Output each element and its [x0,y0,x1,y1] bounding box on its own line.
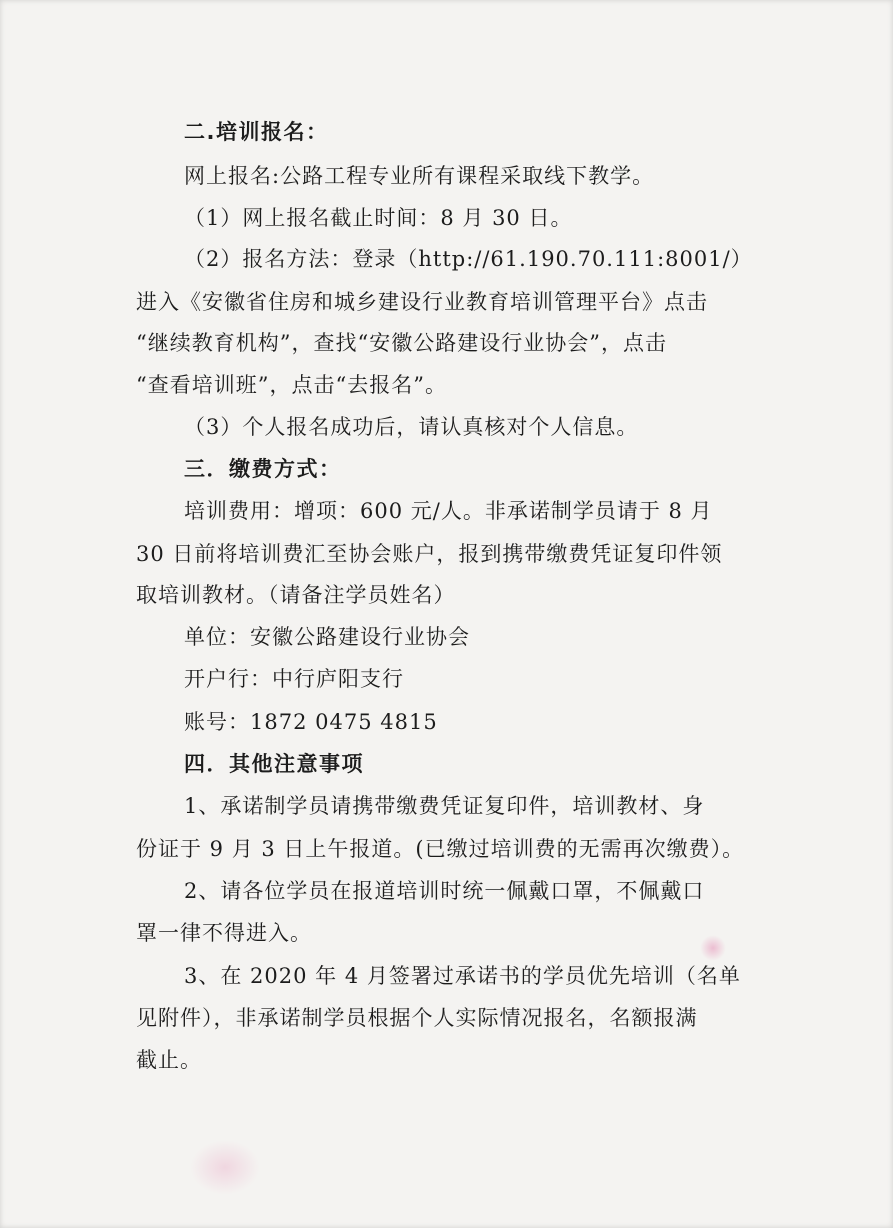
section-heading-payment: 三．缴费方式： [184,457,342,481]
paragraph: 培训费用：增项：600 元/人。非承诺制学员请于 8 月 [184,499,713,523]
paragraph: 1、承诺制学员请携带缴费凭证复印件，培训教材、身 [184,794,705,818]
paragraph: 份证于 9 月 3 日上午报道。(已缴过培训费的无需再次缴费）。 [136,837,745,861]
paragraph: 2、请各位学员在报道培训时统一佩戴口罩，不佩戴口 [184,879,705,903]
payment-bank: 开户行：中行庐阳支行 [184,667,404,691]
paragraph: 罩一律不得进入。 [136,921,312,945]
paragraph: 进入《安徽省住房和城乡建设行业教育培训管理平台》点击 [136,290,708,314]
stamp-bleed-mark [700,935,726,961]
section-heading-registration: 二.培训报名： [184,120,329,144]
paragraph: 30 日前将培训费汇至协会账户，报到携带缴费凭证复印件领 [136,542,723,566]
paragraph: 3、在 2020 年 4 月签署过承诺书的学员优先培训（名单 [184,964,741,988]
paragraph: 网上报名:公路工程专业所有课程采取线下教学。 [184,164,655,188]
paragraph: 截止。 [136,1048,202,1072]
section-heading-notes: 四．其他注意事项 [184,752,364,776]
stamp-bleed-mark [190,1140,260,1195]
paragraph: （1）网上报名截止时间：8 月 30 日。 [184,206,573,230]
paragraph: （3）个人报名成功后，请认真核对个人信息。 [184,415,639,439]
paragraph: “查看培训班”，点击“去报名”。 [136,373,447,397]
paragraph: 取培训教材。（请备注学员姓名） [136,583,456,607]
payment-account: 账号：1872 0475 4815 [184,710,438,734]
paragraph: （2）报名方法：登录（http://61.190.70.111:8001/） [184,247,753,271]
paragraph: 见附件），非承诺制学员根据个人实际情况报名，名额报满 [136,1006,698,1030]
paragraph: “继续教育机构”，查找“安徽公路建设行业协会”，点击 [136,331,667,355]
payment-unit: 单位：安徽公路建设行业协会 [184,625,470,649]
